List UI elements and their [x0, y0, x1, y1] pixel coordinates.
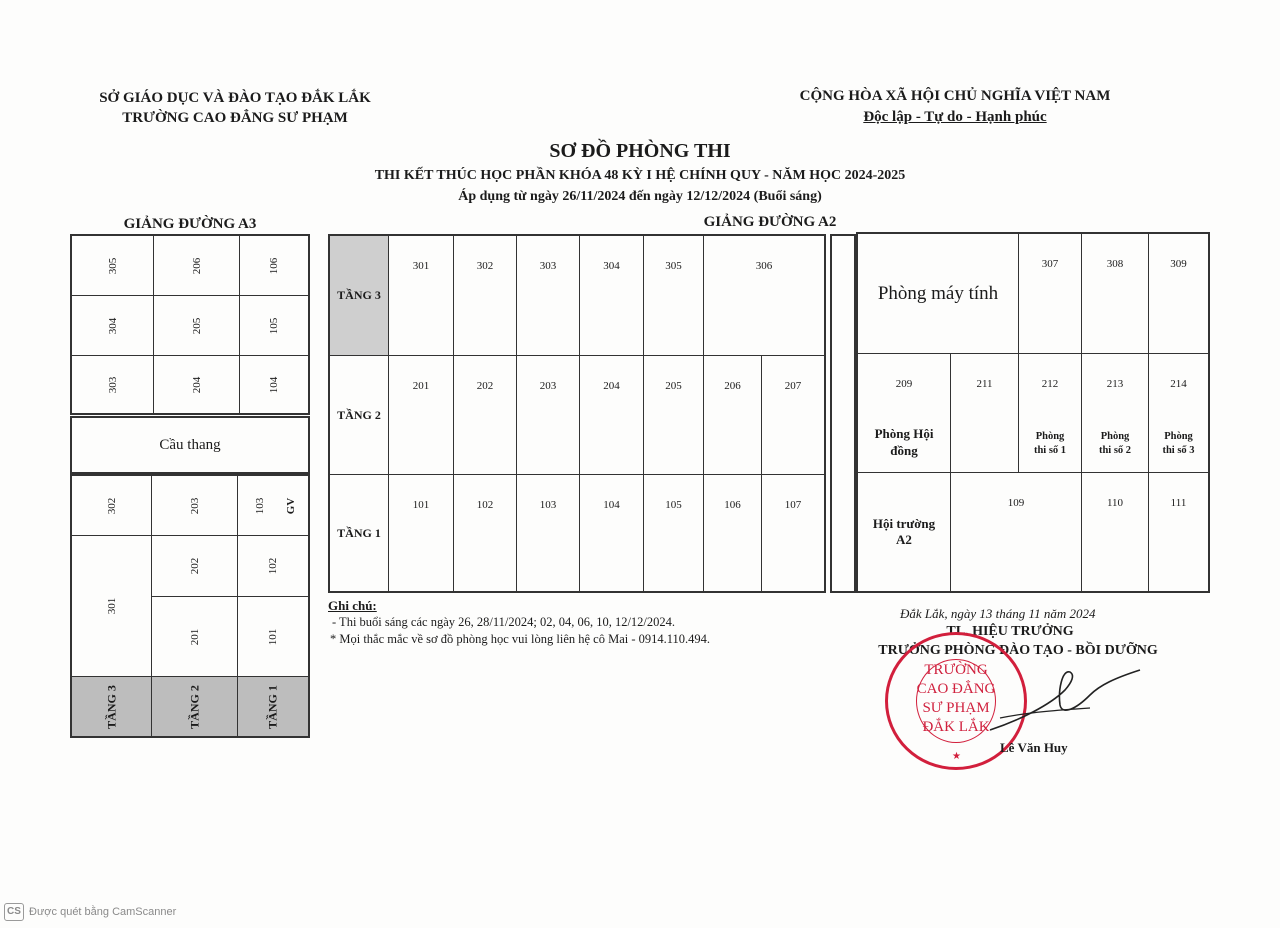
a2-room-106: 106 — [704, 475, 762, 591]
notes-heading: Ghi chú: — [328, 598, 377, 613]
a2-floor-3 — [330, 236, 824, 356]
hall-a2: Hội trường A2 — [858, 473, 951, 591]
a3-room-103: 103 GV — [238, 476, 308, 536]
a3-room-106: 106 — [240, 236, 308, 296]
stairs-label: Cầu thang — [159, 436, 221, 453]
a2-room-309: 309 — [1170, 258, 1187, 270]
a2-room-306: 306 — [755, 260, 773, 272]
a2-room-301: 301 — [389, 236, 454, 355]
a2-room-103: 103 — [517, 475, 580, 591]
a3-floor-3-label: TẦNG 3 — [72, 677, 152, 736]
a2-room-102: 102 — [454, 475, 517, 591]
a3-room-205: 205 — [154, 296, 240, 356]
signature-role-1: TL. HIỆU TRƯỞNG — [946, 624, 1074, 639]
signature-scribble — [980, 660, 1150, 750]
council-room-label: Phòng Hội đồng — [874, 425, 934, 459]
a2-main-block — [328, 234, 826, 593]
a3-room-303: 303 — [72, 356, 154, 413]
a2-room-207: 207 — [784, 380, 802, 392]
national-motto: Độc lập - Tự do - Hạnh phúc — [863, 109, 1047, 125]
a2-room-304: 304 — [580, 236, 644, 355]
exam-room-3-label: Phòng thi số 3 — [1162, 430, 1195, 456]
computer-room: Phòng máy tính — [858, 234, 1019, 353]
exam-room-2: 213 Phòng thi số 2 — [1082, 354, 1149, 472]
notes-line-1: - Thi buổi sáng các ngày 26, 28/11/2024; 02, 04, 06, 10, 12/12/2024. — [332, 615, 676, 629]
a2-room-105: 105 — [644, 475, 704, 591]
a2-room-204: 204 — [580, 356, 644, 474]
a2-corridor — [830, 234, 856, 593]
a3-room-204: 204 — [154, 356, 240, 413]
a3-room-101: 101 — [238, 597, 308, 677]
a2-room-305: 305 — [644, 236, 704, 355]
a2-title: GIẢNG ĐƯỜNG A2 — [703, 214, 837, 230]
a2-east-block — [856, 232, 1210, 593]
a3-room-304: 304 — [72, 296, 154, 356]
a2-room-205: 205 — [644, 356, 704, 474]
a2-floor-2-label: TẦNG 2 — [330, 356, 389, 474]
a2-room-111: 111 — [1170, 497, 1187, 509]
notes-line-2: * Mọi thắc mắc về sơ đồ phòng học vui lòng liên hệ cô Mai - 0914.110.494. — [330, 632, 711, 646]
a2-room-307: 307 — [1019, 234, 1082, 353]
document-subtitle: THI KẾT THÚC HỌC PHẦN KHÓA 48 KỲ I HỆ CHÍNH QUY - NĂM HỌC 2024-2025 — [374, 168, 906, 183]
a2-room-308: 308 — [1082, 234, 1149, 353]
exam-room-3: 214 Phòng thi số 3 — [1149, 354, 1208, 472]
exam-room-1-label: Phòng thi số 1 — [1033, 430, 1067, 456]
a2-room-109: 109 — [951, 473, 1082, 591]
a3-room-301: 301 — [72, 536, 152, 677]
a2-room-201: 201 — [389, 356, 454, 474]
a3-room-104: 104 — [268, 376, 280, 393]
a3-room-203: 203 — [152, 476, 238, 536]
a3-room-105: 105 — [240, 296, 308, 356]
a2-room-110: 110 — [1082, 473, 1149, 591]
teacher-room-label: GV — [284, 497, 297, 514]
a2-room-303: 303 — [517, 236, 580, 355]
signer-name: Lê Văn Huy — [1000, 740, 1068, 755]
agency-name: SỞ GIÁO DỤC VÀ ĐÀO TẠO ĐẮK LẮK — [99, 90, 371, 106]
exam-room-1: 212 Phòng thi số 1 — [1019, 354, 1082, 472]
official-stamp: TRƯỜNG CAO ĐẲNG SƯ PHẠM ĐẮK LẮK ★ — [885, 632, 1027, 770]
camscanner-logo: CS — [4, 903, 24, 921]
a3-upper-block — [70, 234, 310, 415]
a3-lower-block — [70, 474, 310, 738]
signature-role-2: TRƯỞNG PHÒNG ĐÀO TẠO - BỒI DƯỠNG — [878, 643, 1158, 658]
a2-room-211: 211 — [951, 354, 1019, 472]
a3-room-102: 102 — [238, 536, 308, 597]
council-room: 209 Phòng Hội đồng — [858, 354, 951, 472]
document-title: SƠ ĐỒ PHÒNG THI — [549, 140, 731, 162]
a3-floor-1-label: TẦNG 1 — [238, 677, 308, 736]
a2-room-202: 202 — [454, 356, 517, 474]
a2-room-104: 104 — [580, 475, 644, 591]
a2-room-302: 302 — [454, 236, 517, 355]
school-name: TRƯỜNG CAO ĐẲNG SƯ PHẠM — [122, 110, 348, 126]
signature-date: Đắk Lắk, ngày 13 tháng 11 năm 2024 — [900, 606, 1096, 621]
a3-title: GIẢNG ĐƯỜNG A3 — [123, 216, 257, 232]
applied-dates: Áp dụng từ ngày 26/11/2024 đến ngày 12/12/2024 (Buổi sáng) — [458, 189, 822, 204]
a2-floor-1-label: TẦNG 1 — [330, 475, 389, 591]
a2-floor-3-label: TẦNG 3 — [330, 236, 389, 355]
a3-floor-2-label: TẦNG 2 — [152, 677, 238, 736]
a3-room-206: 206 — [154, 236, 240, 296]
a3-room-202: 202 — [152, 536, 238, 597]
a2-room-107: 107 — [784, 499, 802, 511]
a2-room-206: 206 — [704, 356, 762, 474]
a2-floor-1 — [330, 475, 824, 591]
a3-stairs — [70, 416, 310, 474]
a3-room-302: 302 — [72, 476, 152, 536]
a2-room-101: 101 — [389, 475, 454, 591]
camscanner-watermark: Được quét bằng CamScanner — [29, 906, 177, 918]
national-title: CỘNG HÒA XÃ HỘI CHỦ NGHĨA VIỆT NAM — [799, 88, 1111, 104]
a2-floor-2 — [330, 356, 824, 475]
a3-room-305: 305 — [72, 236, 154, 296]
exam-room-2-label: Phòng thi số 2 — [1098, 430, 1132, 456]
a2-room-203: 203 — [517, 356, 580, 474]
a3-room-201: 201 — [152, 597, 238, 677]
